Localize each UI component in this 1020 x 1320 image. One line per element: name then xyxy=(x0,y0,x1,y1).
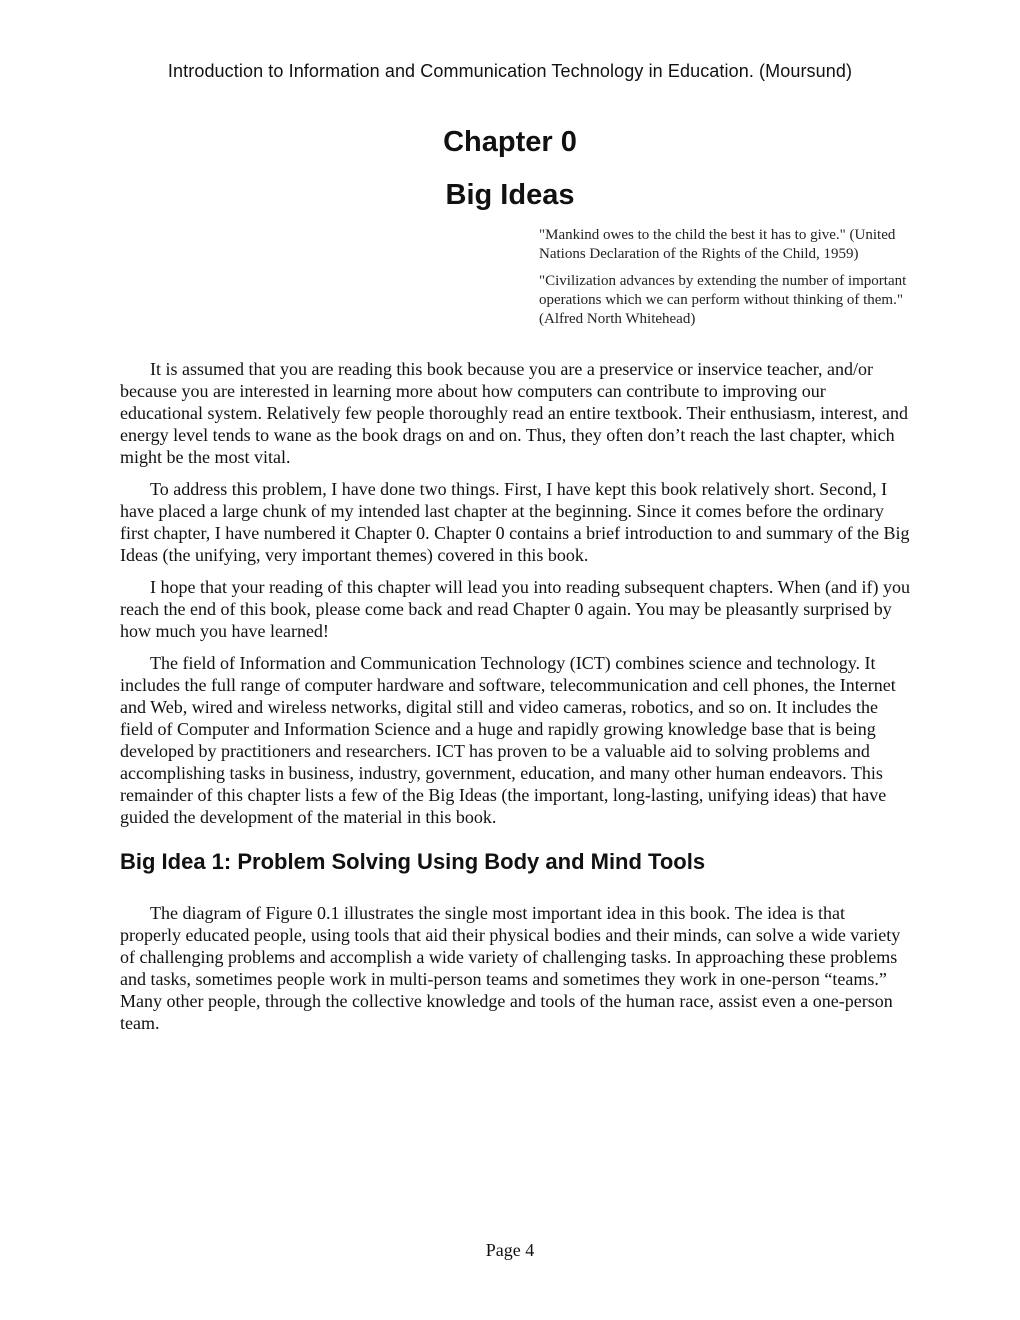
paragraph-intro: It is assumed that you are reading this book because you are a preservice or inservice teacher, and/or because you are interested in learning more about how computers can contribute to improving our educational system. Relatively few people thoroughly read an entire textbook. Their enthusiasm, interest, and energy level tends to wane as the book drags on and on. Thus, they often don’t reach the last chapter, which might be the most vital. xyxy=(120,359,908,467)
epigraph-un: "Mankind owes to the child the best it has to give." (United Nations Declaration of the Rights of the Child, 1959) xyxy=(539,227,896,262)
chapter-title: Big Ideas xyxy=(445,179,575,211)
paragraph-hope: I hope that your reading of this chapter will lead you into reading subsequent chapters. When (and if) you reach the end of this book, please come back and read Chapter 0 again. You may be pleasantly surprised by how much you have learned! xyxy=(120,577,910,641)
section-heading: Big Idea 1: Problem Solving Using Body and Mind Tools xyxy=(120,849,706,874)
running-header: Introduction to Information and Communication Technology in Education. (Moursund) xyxy=(167,61,853,81)
epigraph-whitehead: "Civilization advances by extending the number of important operations which we can perform without thinking of them." (Alfred North Whitehead) xyxy=(539,273,907,327)
epigraphs xyxy=(539,226,909,337)
paragraph-big-idea-1: The diagram of Figure 0.1 illustrates the single most important idea in this book. The idea is that properly educated people, using tools that aid their physical bodies and their minds, can solve a wide variety of challenging problems and accomplish a wide variety of challenging tasks. In approaching these problems and tasks, sometimes people work in multi-person teams and sometimes they work in one-person “teams.” Many other people, through the collective knowledge and tools of the human race, assist even a one-person team. xyxy=(120,903,901,1033)
paragraph-ict-field: The field of Information and Communication Technology (ICT) combines science and technology. It includes the full range of computer hardware and software, telecommunication and cell phones, the Internet and Web, wired and wireless networks, digital still and video cameras, robotics, and so on. It includes the field of Computer and Information Science and a huge and rapidly growing knowledge base that is being developed by practitioners and researchers. ICT has proven to be a valuable aid to solving problems and accomplishing tasks in business, industry, government, education, and many other human endeavors. This remainder of this chapter lists a few of the Big Ideas (the important, long-lasting, unifying ideas) that have guided the development of the material in this book. xyxy=(120,653,896,827)
chapter-number: Chapter 0 xyxy=(443,126,577,158)
page-number: Page 4 xyxy=(485,1240,535,1260)
body-text xyxy=(120,358,910,1044)
paragraph-approach: To address this problem, I have done two things. First, I have kept this book relatively short. Second, I have placed a large chunk of my intended last chapter at the beginning. Since it comes before the ordinary first chapter, I have numbered it Chapter 0. Chapter 0 contains a brief introduction to and summary of the Big Ideas (the unifying, very important themes) covered in this book. xyxy=(120,479,910,565)
